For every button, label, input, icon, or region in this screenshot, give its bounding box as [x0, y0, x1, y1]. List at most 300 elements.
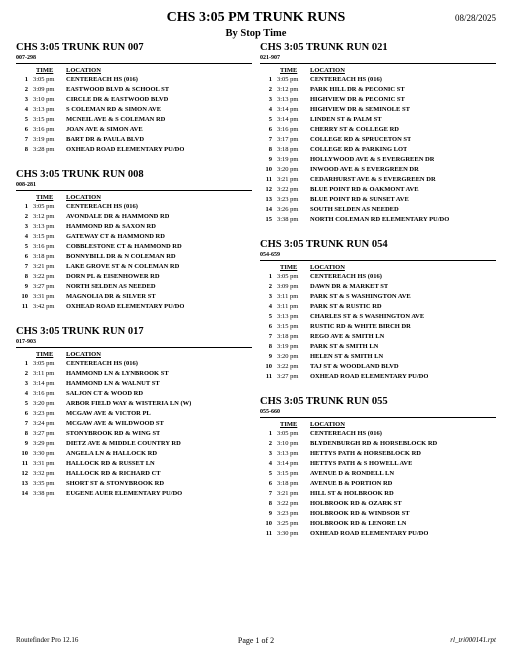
stop-location: EUGENE AUER ELEMENTARY PU/DO — [66, 490, 183, 497]
table-row — [16, 135, 252, 145]
stop-number: 7 — [24, 136, 28, 143]
stop-time: 3:14 pm — [33, 380, 55, 387]
stop-location: OXHEAD ROAD ELEMENTARY PU/DO — [66, 146, 185, 153]
stop-number: 13 — [21, 480, 28, 487]
table-row — [260, 75, 496, 85]
stop-location: HOLBROOK RD & WINDSOR ST — [310, 510, 410, 517]
stop-location: BLUE POINT RD & OAKMONT AVE — [310, 186, 419, 193]
stop-number: 15 — [265, 216, 272, 223]
right-column — [260, 42, 496, 553]
stop-time: 3:16 pm — [33, 390, 55, 397]
stop-number: 11 — [21, 303, 28, 310]
table-row — [260, 205, 496, 215]
stop-number: 7 — [268, 333, 272, 340]
run-title: CHS 3:05 TRUNK RUN 055 — [260, 396, 388, 407]
footer-software: Routefinder Pro 12.16 — [16, 636, 79, 644]
table-row — [260, 105, 496, 115]
stop-number: 8 — [268, 146, 272, 153]
stop-number: 11 — [265, 176, 272, 183]
stop-number: 14 — [265, 206, 272, 213]
stop-time: 3:05 pm — [277, 76, 299, 83]
table-row — [16, 439, 252, 449]
table-row — [16, 399, 252, 409]
stop-location: DAWN DR & MARKET ST — [310, 283, 389, 290]
stop-location: HAMMOND LN & LYNBROOK ST — [66, 370, 169, 377]
stop-time: 3:17 pm — [277, 136, 299, 143]
stop-number: 11 — [21, 460, 28, 467]
table-row — [16, 369, 252, 379]
stop-number: 1 — [24, 76, 28, 83]
stop-location: HALLOCK RD & RUSSET LN — [66, 460, 155, 467]
stop-number: 1 — [24, 203, 28, 210]
header-location-cell — [310, 420, 345, 429]
table-row — [16, 379, 252, 389]
stop-time: 3:38 pm — [277, 216, 299, 223]
stop-number: 2 — [24, 86, 28, 93]
stop-number: 10 — [21, 450, 28, 457]
stop-location: INWOOD AVE & S EVERGREEN DR — [310, 166, 419, 173]
table-header — [260, 420, 496, 429]
stop-location: HETTYS PATH & S HOWELL AVE — [310, 460, 413, 467]
stop-location: COLLEGE RD & SPRUCETON ST — [310, 136, 412, 143]
stop-time: 3:10 pm — [277, 440, 299, 447]
stop-location: NORTH COLEMAN RD ELEMENTARY PU/DO — [310, 216, 450, 223]
report-date: 08/28/2025 — [454, 13, 496, 23]
stop-time: 3:13 pm — [33, 106, 55, 113]
stop-time: 3:12 pm — [277, 86, 299, 93]
trunk-run-section — [260, 396, 496, 539]
header-location: LOCATION — [66, 351, 101, 358]
stop-time: 3:15 pm — [277, 470, 299, 477]
stop-number: 6 — [268, 480, 272, 487]
stop-time: 3:18 pm — [277, 480, 299, 487]
header-index-spacer — [16, 193, 28, 202]
stop-number: 4 — [268, 303, 272, 310]
stop-time: 3:16 pm — [33, 126, 55, 133]
stop-location: LINDEN ST & PALM ST — [310, 116, 382, 123]
stop-time: 3:20 pm — [277, 353, 299, 360]
table-row — [260, 429, 496, 439]
stop-time: 3:19 pm — [277, 156, 299, 163]
stop-number: 10 — [21, 293, 28, 300]
table-row — [16, 202, 252, 212]
stop-location: HOLLYWOOD AVE & S EVERGREEN DR — [310, 156, 435, 163]
table-row — [260, 135, 496, 145]
header-time: TIME — [36, 67, 54, 74]
stop-location: HAMMOND RD & SAXON RD — [66, 223, 156, 230]
table-row — [16, 302, 252, 312]
table-row — [260, 372, 496, 382]
stop-location: PARK HILL DR & PECONIC ST — [310, 86, 405, 93]
table-row — [16, 459, 252, 469]
stop-location: CHARLES ST & S WASHINGTON AVE — [310, 313, 425, 320]
stop-number: 8 — [268, 343, 272, 350]
table-row — [16, 242, 252, 252]
header-location: LOCATION — [66, 67, 101, 74]
stop-time: 3:18 pm — [277, 146, 299, 153]
table-header — [260, 66, 496, 75]
stop-location: NORTH SELDEN AS NEEDED — [66, 283, 156, 290]
stop-location: RUSTIC RD & WHITE BIRCH DR — [310, 323, 411, 330]
stop-location: MAGNOLIA DR & SILVER ST — [66, 293, 156, 300]
table-row — [16, 489, 252, 499]
page-subtitle: By Stop Time — [225, 28, 287, 39]
table-row — [260, 509, 496, 519]
stop-location: HOLBROOK RD & LENORE LN — [310, 520, 407, 527]
stop-time: 3:22 pm — [277, 363, 299, 370]
stop-time: 3:31 pm — [33, 460, 55, 467]
stop-time: 3:42 pm — [33, 303, 55, 310]
stop-location: HELEN ST & SMITH LN — [310, 353, 384, 360]
table-row — [16, 125, 252, 135]
table-row — [260, 469, 496, 479]
stop-time: 3:09 pm — [277, 283, 299, 290]
stop-time: 3:23 pm — [33, 410, 55, 417]
stop-number: 4 — [24, 390, 28, 397]
stop-time: 3:23 pm — [277, 196, 299, 203]
table-row — [16, 75, 252, 85]
stop-time: 3:13 pm — [33, 223, 55, 230]
stop-location: S COLEMAN RD & SIMON AVE — [66, 106, 162, 113]
stop-time: 3:19 pm — [277, 343, 299, 350]
header-time-cell — [272, 263, 310, 272]
header-location-cell — [66, 193, 101, 202]
stop-number: 5 — [268, 116, 272, 123]
table-row — [16, 409, 252, 419]
table-row — [16, 479, 252, 489]
header-location-cell — [66, 66, 101, 75]
table-row — [260, 195, 496, 205]
stop-location: JOAN AVE & SIMON AVE — [66, 126, 143, 133]
table-row — [260, 165, 496, 175]
table-row — [260, 85, 496, 95]
header-time-cell — [272, 66, 310, 75]
stop-time: 3:20 pm — [277, 166, 299, 173]
section-divider — [16, 63, 252, 64]
stop-location: CENTEREACH HS (016) — [66, 360, 138, 367]
header-location: LOCATION — [66, 194, 101, 201]
stop-location: ANGELA LN & HALLOCK RD — [66, 450, 158, 457]
table-row — [260, 155, 496, 165]
table-row — [260, 362, 496, 372]
stop-number: 7 — [24, 263, 28, 270]
stop-number: 2 — [268, 440, 272, 447]
table-row — [260, 479, 496, 489]
stop-location: TAJ ST & WOODLAND BLVD — [310, 363, 399, 370]
stop-number: 8 — [268, 500, 272, 507]
stop-location: AVONDALE DR & HAMMOND RD — [66, 213, 170, 220]
stop-time: 3:38 pm — [33, 490, 55, 497]
stop-time: 3:05 pm — [33, 360, 55, 367]
stop-location: OXHEAD ROAD ELEMENTARY PU/DO — [66, 303, 185, 310]
stop-number: 8 — [24, 273, 28, 280]
stop-number: 9 — [24, 440, 28, 447]
stop-location: MCGAW AVE & WILDWOOD ST — [66, 420, 164, 427]
stop-location: OXHEAD ROAD ELEMENTARY PU/DO — [310, 373, 429, 380]
table-row — [260, 175, 496, 185]
stop-location: COBBLESTONE CT & HAMMOND RD — [66, 243, 182, 250]
stop-location: BONNYBILL DR & N COLEMAN RD — [66, 253, 176, 260]
stop-number: 1 — [268, 430, 272, 437]
table-row — [260, 489, 496, 499]
table-row — [16, 272, 252, 282]
table-row — [260, 215, 496, 225]
stop-location: PARK ST & SMITH LN — [310, 343, 379, 350]
table-row — [16, 145, 252, 155]
stop-time: 3:29 pm — [33, 440, 55, 447]
table-row — [16, 429, 252, 439]
stop-location: COLLEGE RD & PARKING LOT — [310, 146, 408, 153]
stop-number: 7 — [24, 420, 28, 427]
stop-location: MCGAW AVE & VICTOR PL — [66, 410, 151, 417]
stop-time: 3:24 pm — [33, 420, 55, 427]
stop-number: 5 — [268, 470, 272, 477]
table-row — [260, 115, 496, 125]
stop-number: 5 — [24, 400, 28, 407]
run-title: CHS 3:05 TRUNK RUN 054 — [260, 239, 388, 250]
table-row — [16, 222, 252, 232]
stop-time: 3:11 pm — [277, 293, 299, 300]
stop-number: 5 — [24, 243, 28, 250]
run-code: 017-903 — [16, 339, 36, 345]
stop-time: 3:15 pm — [277, 323, 299, 330]
stop-location: CENTEREACH HS (016) — [310, 76, 382, 83]
table-row — [16, 419, 252, 429]
stop-time: 3:15 pm — [33, 116, 55, 123]
stop-time: 3:19 pm — [33, 136, 55, 143]
stop-time: 3:21 pm — [277, 176, 299, 183]
stop-location: AVENUE B & PORTION RD — [310, 480, 393, 487]
table-row — [16, 292, 252, 302]
stop-location: PARK ST & RUSTIC RD — [310, 303, 382, 310]
header-location-cell — [310, 66, 345, 75]
header-index-spacer — [260, 263, 272, 272]
stop-location: SHORT ST & STONYBROOK RD — [66, 480, 165, 487]
header-time-cell — [28, 66, 66, 75]
table-row — [16, 232, 252, 242]
stop-location: REGO AVE & SMITH LN — [310, 333, 385, 340]
header-time-cell — [28, 193, 66, 202]
table-header — [260, 263, 496, 272]
table-row — [260, 292, 496, 302]
stop-number: 3 — [24, 96, 28, 103]
table-row — [16, 389, 252, 399]
stop-number: 6 — [24, 126, 28, 133]
stop-number: 1 — [268, 273, 272, 280]
run-title: CHS 3:05 TRUNK RUN 008 — [16, 169, 144, 180]
stop-number: 2 — [24, 213, 28, 220]
stop-number: 6 — [268, 323, 272, 330]
header-time: TIME — [280, 421, 298, 428]
stop-number: 3 — [268, 96, 272, 103]
stop-number: 10 — [265, 166, 272, 173]
table-row — [16, 282, 252, 292]
stop-number: 4 — [24, 233, 28, 240]
stop-location: EASTWOOD BLVD & SCHOOL ST — [66, 86, 170, 93]
stop-location: OXHEAD ROAD ELEMENTARY PU/DO — [310, 530, 429, 537]
table-row — [260, 185, 496, 195]
table-row — [16, 449, 252, 459]
stop-number: 2 — [24, 370, 28, 377]
stop-location: PARK ST & S WASHINGTON AVE — [310, 293, 411, 300]
run-code: 021-907 — [260, 55, 280, 61]
stop-number: 3 — [268, 450, 272, 457]
stop-number: 11 — [265, 530, 272, 537]
stop-time: 3:35 pm — [33, 480, 55, 487]
stop-time: 3:25 pm — [277, 520, 299, 527]
stop-time: 3:30 pm — [33, 450, 55, 457]
stop-number: 3 — [24, 223, 28, 230]
run-title: CHS 3:05 TRUNK RUN 007 — [16, 42, 144, 53]
run-code: 054-659 — [260, 252, 280, 258]
stop-number: 13 — [265, 196, 272, 203]
page-title: CHS 3:05 PM TRUNK RUNS — [166, 10, 346, 25]
stop-location: CENTEREACH HS (016) — [66, 203, 138, 210]
table-row — [260, 302, 496, 312]
table-row — [260, 312, 496, 322]
stop-number: 9 — [268, 156, 272, 163]
run-code: 008-281 — [16, 182, 36, 188]
stop-location: HOLBROOK RD & OZARK ST — [310, 500, 402, 507]
stop-location: BLYDENBURGH RD & HORSEBLOCK RD — [310, 440, 438, 447]
header-location-cell — [310, 263, 345, 272]
stop-number: 10 — [265, 520, 272, 527]
stop-location: HIGHVIEW DR & SEMINOLE ST — [310, 106, 410, 113]
section-divider — [16, 190, 252, 191]
table-header — [16, 193, 252, 202]
stop-time: 3:15 pm — [33, 233, 55, 240]
header-index-spacer — [16, 350, 28, 359]
stop-location: SOUTH SELDEN AS NEEDED — [310, 206, 399, 213]
footer-report-file: rl_tri000141.rpt — [450, 636, 496, 644]
stop-location: HETTYS PATH & HORSEBLOCK RD — [310, 450, 421, 457]
stop-number: 9 — [268, 510, 272, 517]
stop-location: MCNEIL AVE & S COLEMAN RD — [66, 116, 166, 123]
stop-time: 3:21 pm — [33, 263, 55, 270]
stop-time: 3:22 pm — [277, 500, 299, 507]
stop-time: 3:28 pm — [33, 146, 55, 153]
table-row — [16, 252, 252, 262]
stop-number: 3 — [24, 380, 28, 387]
stop-location: GATEWAY CT & HAMMOND RD — [66, 233, 165, 240]
stop-number: 3 — [268, 293, 272, 300]
stop-number: 8 — [24, 146, 28, 153]
stop-time: 3:18 pm — [33, 253, 55, 260]
stop-number: 10 — [265, 363, 272, 370]
stop-location: CENTEREACH HS (016) — [66, 76, 138, 83]
table-row — [260, 332, 496, 342]
stop-time: 3:32 pm — [33, 470, 55, 477]
stop-location: DIETZ AVE & MIDDLE COUNTRY RD — [66, 440, 181, 447]
trunk-run-section — [16, 42, 252, 155]
stop-location: ARBOR FIELD WAY & WISTERIA LN (W) — [66, 400, 192, 407]
stop-number: 9 — [24, 283, 28, 290]
stop-number: 1 — [268, 76, 272, 83]
table-row — [260, 322, 496, 332]
stop-number: 2 — [268, 283, 272, 290]
trunk-run-section — [16, 326, 252, 499]
table-row — [16, 262, 252, 272]
table-row — [260, 342, 496, 352]
run-code: 055-660 — [260, 409, 280, 415]
stop-time: 3:13 pm — [277, 96, 299, 103]
stop-number: 6 — [268, 126, 272, 133]
stop-number: 6 — [24, 410, 28, 417]
table-row — [16, 105, 252, 115]
stop-number: 7 — [268, 136, 272, 143]
stop-location: CENTEREACH HS (016) — [310, 273, 382, 280]
stop-location: CIRCLE DR & EASTWOOD BLVD — [66, 96, 169, 103]
table-row — [16, 85, 252, 95]
stop-time: 3:18 pm — [277, 333, 299, 340]
table-row — [260, 459, 496, 469]
table-row — [16, 212, 252, 222]
stop-time: 3:20 pm — [33, 400, 55, 407]
stop-location: HIGHVIEW DR & PECONIC ST — [310, 96, 405, 103]
stop-location: STONYBROOK RD & WING ST — [66, 430, 161, 437]
stop-location: BLUE POINT RD & SUNSET AVE — [310, 196, 409, 203]
table-row — [260, 439, 496, 449]
stop-number: 5 — [24, 116, 28, 123]
table-header — [16, 66, 252, 75]
stop-time: 3:11 pm — [277, 303, 299, 310]
stop-time: 3:23 pm — [277, 510, 299, 517]
stop-number: 1 — [24, 360, 28, 367]
stop-time: 3:05 pm — [33, 203, 55, 210]
trunk-run-section — [260, 239, 496, 382]
stop-time: 3:14 pm — [277, 106, 299, 113]
stop-location: CHERRY ST & COLLEGE RD — [310, 126, 399, 133]
stop-time: 3:05 pm — [277, 273, 299, 280]
header-index-spacer — [16, 66, 28, 75]
table-row — [260, 449, 496, 459]
stop-number: 7 — [268, 490, 272, 497]
stop-time: 3:14 pm — [277, 116, 299, 123]
stop-location: SALJON CT & WOOD RD — [66, 390, 144, 397]
stop-time: 3:27 pm — [277, 373, 299, 380]
table-row — [260, 272, 496, 282]
header-time: TIME — [36, 194, 54, 201]
stop-location: CENTEREACH HS (016) — [310, 430, 382, 437]
page-header — [0, 10, 512, 40]
table-row — [16, 469, 252, 479]
stop-location: BART DR & PAULA BLVD — [66, 136, 145, 143]
section-divider — [16, 347, 252, 348]
table-row — [16, 95, 252, 105]
stop-number: 6 — [24, 253, 28, 260]
stop-time: 3:10 pm — [33, 96, 55, 103]
header-index-spacer — [260, 420, 272, 429]
run-code: 007-298 — [16, 55, 36, 61]
stop-time: 3:13 pm — [277, 313, 299, 320]
run-title: CHS 3:05 TRUNK RUN 021 — [260, 42, 388, 53]
table-row — [260, 282, 496, 292]
header-location: LOCATION — [310, 67, 345, 74]
stop-time: 3:05 pm — [33, 76, 55, 83]
stop-time: 3:22 pm — [33, 273, 55, 280]
stop-number: 12 — [21, 470, 28, 477]
stop-location: LAKE GROVE ST & N COLEMAN RD — [66, 263, 180, 270]
left-column — [16, 42, 252, 513]
header-time-cell — [272, 420, 310, 429]
header-location: LOCATION — [310, 264, 345, 271]
header-location: LOCATION — [310, 421, 345, 428]
table-row — [260, 145, 496, 155]
stop-time: 3:16 pm — [277, 126, 299, 133]
stop-time: 3:13 pm — [277, 450, 299, 457]
stop-number: 11 — [265, 373, 272, 380]
table-row — [260, 352, 496, 362]
